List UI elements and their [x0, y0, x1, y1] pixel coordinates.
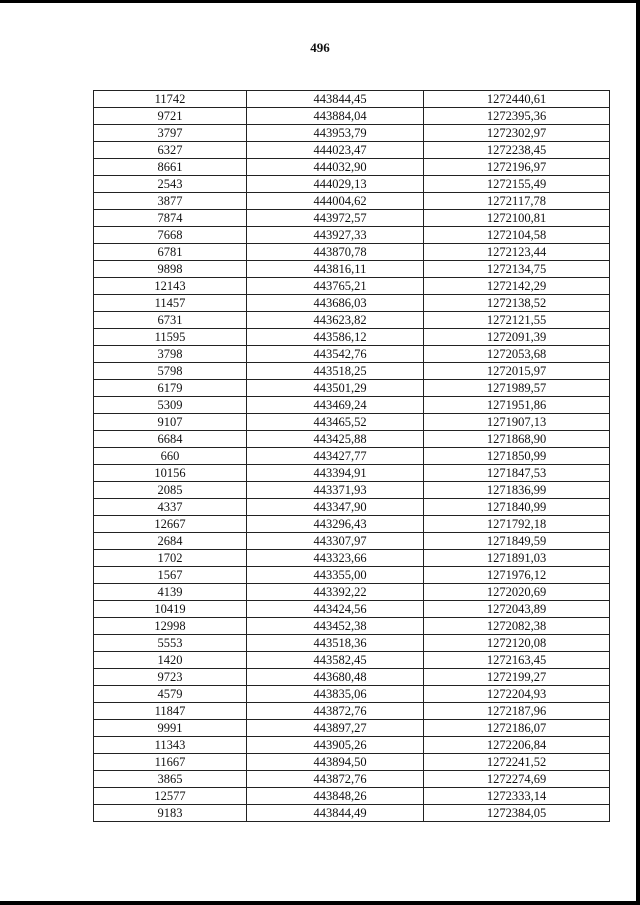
- table-row: [94, 499, 610, 516]
- x-coordinate-cell: 443518,25: [247, 363, 424, 380]
- y-coordinate-cell: 1271850,99: [424, 448, 610, 465]
- x-coordinate-cell: 443872,76: [247, 703, 424, 720]
- point-number-cell: 2085: [94, 482, 247, 499]
- x-coordinate-cell: 444029,13: [247, 176, 424, 193]
- y-coordinate-cell: 1272120,08: [424, 635, 610, 652]
- y-coordinate-cell: 1272163,45: [424, 652, 610, 669]
- table-row: [94, 652, 610, 669]
- table-row: [94, 363, 610, 380]
- table-row: [94, 805, 610, 822]
- table-row: [94, 754, 610, 771]
- point-number-cell: 11667: [94, 754, 247, 771]
- point-number-cell: 11847: [94, 703, 247, 720]
- y-coordinate-cell: 1272206,84: [424, 737, 610, 754]
- y-coordinate-cell: 1272384,05: [424, 805, 610, 822]
- y-coordinate-cell: 1272196,97: [424, 159, 610, 176]
- y-coordinate-cell: 1271868,90: [424, 431, 610, 448]
- table-row: [94, 465, 610, 482]
- x-coordinate-cell: 443905,26: [247, 737, 424, 754]
- y-coordinate-cell: 1271891,03: [424, 550, 610, 567]
- table-row: [94, 244, 610, 261]
- y-coordinate-cell: 1272395,36: [424, 108, 610, 125]
- point-number-cell: 11343: [94, 737, 247, 754]
- point-number-cell: 11457: [94, 295, 247, 312]
- y-coordinate-cell: 1271907,13: [424, 414, 610, 431]
- point-number-cell: 7874: [94, 210, 247, 227]
- table-row: [94, 448, 610, 465]
- y-coordinate-cell: 1272043,89: [424, 601, 610, 618]
- table-row: [94, 176, 610, 193]
- x-coordinate-cell: 443355,00: [247, 567, 424, 584]
- table-row: [94, 703, 610, 720]
- x-coordinate-cell: 443465,52: [247, 414, 424, 431]
- y-coordinate-cell: 1272082,38: [424, 618, 610, 635]
- table-row: [94, 516, 610, 533]
- point-number-cell: 12577: [94, 788, 247, 805]
- x-coordinate-cell: 443894,50: [247, 754, 424, 771]
- point-number-cell: 3877: [94, 193, 247, 210]
- table-row: [94, 261, 610, 278]
- x-coordinate-cell: 443296,43: [247, 516, 424, 533]
- y-coordinate-cell: 1271849,59: [424, 533, 610, 550]
- table-row: [94, 431, 610, 448]
- table-row: [94, 193, 610, 210]
- table-row: [94, 601, 610, 618]
- table-row: [94, 159, 610, 176]
- x-coordinate-cell: 443501,29: [247, 380, 424, 397]
- table-row: [94, 584, 610, 601]
- y-coordinate-cell: 1272238,45: [424, 142, 610, 159]
- table-row: [94, 278, 610, 295]
- table-row: [94, 720, 610, 737]
- y-coordinate-cell: 1271840,99: [424, 499, 610, 516]
- x-coordinate-cell: 443844,45: [247, 91, 424, 108]
- table-row: [94, 91, 610, 108]
- x-coordinate-cell: 443927,33: [247, 227, 424, 244]
- point-number-cell: 4337: [94, 499, 247, 516]
- y-coordinate-cell: 1271836,99: [424, 482, 610, 499]
- point-number-cell: 12667: [94, 516, 247, 533]
- y-coordinate-cell: 1271951,86: [424, 397, 610, 414]
- table-row: [94, 550, 610, 567]
- point-number-cell: 3798: [94, 346, 247, 363]
- point-number-cell: 7668: [94, 227, 247, 244]
- table-row: [94, 482, 610, 499]
- x-coordinate-cell: 443623,82: [247, 312, 424, 329]
- y-coordinate-cell: 1272186,07: [424, 720, 610, 737]
- x-coordinate-cell: 443953,79: [247, 125, 424, 142]
- point-number-cell: 8661: [94, 159, 247, 176]
- table-row: [94, 210, 610, 227]
- table-row: [94, 686, 610, 703]
- point-number-cell: 10419: [94, 601, 247, 618]
- y-coordinate-cell: 1272053,68: [424, 346, 610, 363]
- x-coordinate-cell: 443469,24: [247, 397, 424, 414]
- table-row: [94, 108, 610, 125]
- y-coordinate-cell: 1272104,58: [424, 227, 610, 244]
- y-coordinate-cell: 1271976,12: [424, 567, 610, 584]
- table-row: [94, 771, 610, 788]
- y-coordinate-cell: 1272091,39: [424, 329, 610, 346]
- point-number-cell: 3797: [94, 125, 247, 142]
- x-coordinate-cell: 443452,38: [247, 618, 424, 635]
- x-coordinate-cell: 443392,22: [247, 584, 424, 601]
- x-coordinate-cell: 443425,88: [247, 431, 424, 448]
- x-coordinate-cell: 443424,56: [247, 601, 424, 618]
- x-coordinate-cell: 443394,91: [247, 465, 424, 482]
- table-row: [94, 312, 610, 329]
- x-coordinate-cell: 443347,90: [247, 499, 424, 516]
- x-coordinate-cell: 443972,57: [247, 210, 424, 227]
- point-number-cell: 9721: [94, 108, 247, 125]
- point-number-cell: 9107: [94, 414, 247, 431]
- y-coordinate-cell: 1272117,78: [424, 193, 610, 210]
- x-coordinate-cell: 443518,36: [247, 635, 424, 652]
- y-coordinate-cell: 1271989,57: [424, 380, 610, 397]
- point-number-cell: 2684: [94, 533, 247, 550]
- table-row: [94, 788, 610, 805]
- x-coordinate-cell: 443884,04: [247, 108, 424, 125]
- y-coordinate-cell: 1272440,61: [424, 91, 610, 108]
- point-number-cell: 12998: [94, 618, 247, 635]
- y-coordinate-cell: 1272100,81: [424, 210, 610, 227]
- y-coordinate-cell: 1272199,27: [424, 669, 610, 686]
- x-coordinate-cell: 443680,48: [247, 669, 424, 686]
- page-number: 496: [310, 40, 330, 55]
- table-row: [94, 142, 610, 159]
- x-coordinate-cell: 443835,06: [247, 686, 424, 703]
- y-coordinate-cell: 1272020,69: [424, 584, 610, 601]
- point-number-cell: 9723: [94, 669, 247, 686]
- point-number-cell: 5309: [94, 397, 247, 414]
- x-coordinate-cell: 443427,77: [247, 448, 424, 465]
- scan-border-right: [636, 0, 640, 905]
- point-number-cell: 5553: [94, 635, 247, 652]
- x-coordinate-cell: 443870,78: [247, 244, 424, 261]
- table-row: [94, 329, 610, 346]
- x-coordinate-cell: 443542,76: [247, 346, 424, 363]
- y-coordinate-cell: 1271847,53: [424, 465, 610, 482]
- point-number-cell: 9898: [94, 261, 247, 278]
- point-number-cell: 6179: [94, 380, 247, 397]
- y-coordinate-cell: 1272333,14: [424, 788, 610, 805]
- x-coordinate-cell: 443816,11: [247, 261, 424, 278]
- x-coordinate-cell: 443872,76: [247, 771, 424, 788]
- x-coordinate-cell: 443323,66: [247, 550, 424, 567]
- x-coordinate-cell: 443586,12: [247, 329, 424, 346]
- x-coordinate-cell: 443686,03: [247, 295, 424, 312]
- y-coordinate-cell: 1272134,75: [424, 261, 610, 278]
- table-row: [94, 414, 610, 431]
- x-coordinate-cell: 443897,27: [247, 720, 424, 737]
- y-coordinate-cell: 1272187,96: [424, 703, 610, 720]
- point-number-cell: 12143: [94, 278, 247, 295]
- point-number-cell: 11742: [94, 91, 247, 108]
- y-coordinate-cell: 1272142,29: [424, 278, 610, 295]
- point-number-cell: 6731: [94, 312, 247, 329]
- table-row: [94, 669, 610, 686]
- table-row: [94, 635, 610, 652]
- table-row: [94, 380, 610, 397]
- point-number-cell: 6684: [94, 431, 247, 448]
- y-coordinate-cell: 1272241,52: [424, 754, 610, 771]
- point-number-cell: 1420: [94, 652, 247, 669]
- point-number-cell: 660: [94, 448, 247, 465]
- table-row: [94, 397, 610, 414]
- y-coordinate-cell: 1271792,18: [424, 516, 610, 533]
- y-coordinate-cell: 1272274,69: [424, 771, 610, 788]
- point-number-cell: 9183: [94, 805, 247, 822]
- x-coordinate-cell: 444023,47: [247, 142, 424, 159]
- table-row: [94, 295, 610, 312]
- coordinates-table: [93, 90, 610, 822]
- x-coordinate-cell: 443844,49: [247, 805, 424, 822]
- x-coordinate-cell: 443371,93: [247, 482, 424, 499]
- point-number-cell: 9991: [94, 720, 247, 737]
- point-number-cell: 1567: [94, 567, 247, 584]
- y-coordinate-cell: 1272204,93: [424, 686, 610, 703]
- table-row: [94, 618, 610, 635]
- point-number-cell: 2543: [94, 176, 247, 193]
- y-coordinate-cell: 1272138,52: [424, 295, 610, 312]
- table-row: [94, 125, 610, 142]
- scan-border-bottom: [0, 901, 640, 905]
- x-coordinate-cell: 443582,45: [247, 652, 424, 669]
- coordinates-table-body: [94, 91, 610, 822]
- point-number-cell: 11595: [94, 329, 247, 346]
- table-row: [94, 533, 610, 550]
- point-number-cell: 3865: [94, 771, 247, 788]
- table-row: [94, 567, 610, 584]
- point-number-cell: 4579: [94, 686, 247, 703]
- x-coordinate-cell: 443765,21: [247, 278, 424, 295]
- table-row: [94, 227, 610, 244]
- point-number-cell: 4139: [94, 584, 247, 601]
- table-row: [94, 737, 610, 754]
- x-coordinate-cell: 444032,90: [247, 159, 424, 176]
- table-row: [94, 346, 610, 363]
- x-coordinate-cell: 444004,62: [247, 193, 424, 210]
- x-coordinate-cell: 443307,97: [247, 533, 424, 550]
- y-coordinate-cell: 1272123,44: [424, 244, 610, 261]
- scan-border-top: [0, 0, 640, 3]
- x-coordinate-cell: 443848,26: [247, 788, 424, 805]
- point-number-cell: 1702: [94, 550, 247, 567]
- y-coordinate-cell: 1272155,49: [424, 176, 610, 193]
- point-number-cell: 6781: [94, 244, 247, 261]
- y-coordinate-cell: 1272015,97: [424, 363, 610, 380]
- point-number-cell: 10156: [94, 465, 247, 482]
- point-number-cell: 5798: [94, 363, 247, 380]
- point-number-cell: 6327: [94, 142, 247, 159]
- y-coordinate-cell: 1272121,55: [424, 312, 610, 329]
- y-coordinate-cell: 1272302,97: [424, 125, 610, 142]
